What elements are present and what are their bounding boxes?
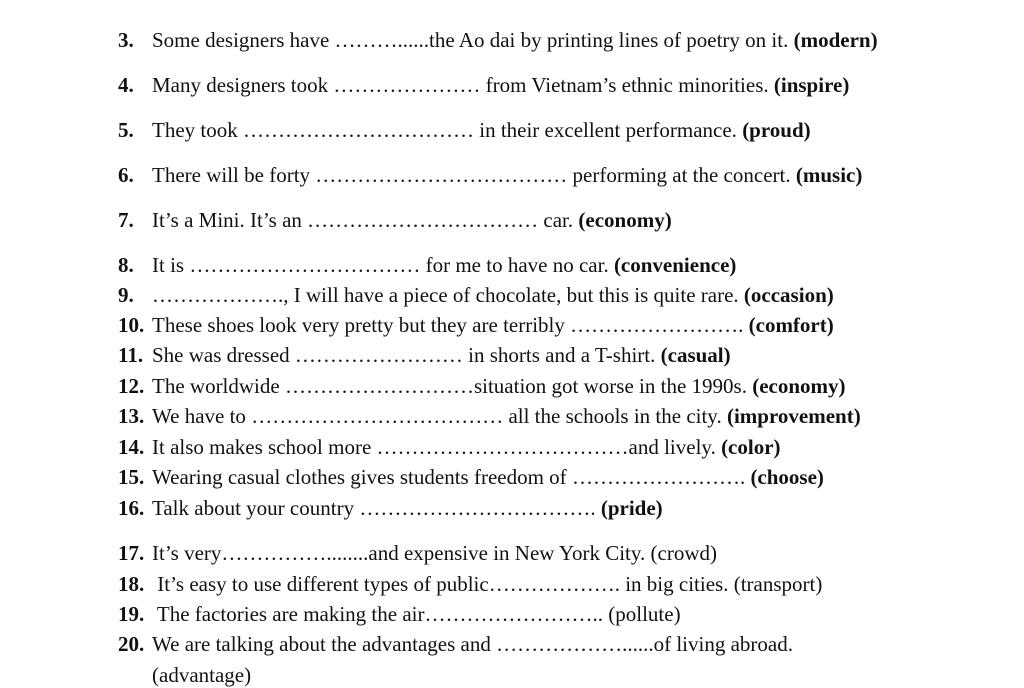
answer-blank[interactable]: ……………………. xyxy=(570,313,744,337)
answer-blank[interactable]: ………………… xyxy=(333,73,481,97)
exercise-item-18 xyxy=(118,572,822,596)
item-text-before: The factories are making the air xyxy=(152,602,425,626)
item-text-before: The worldwide xyxy=(152,374,285,398)
word-hint: (economy) xyxy=(752,374,846,398)
item-number: 20. xyxy=(118,632,145,656)
answer-blank[interactable]: ……………………………… xyxy=(315,163,568,187)
word-hint: (casual) xyxy=(660,343,731,367)
item-text-after: in big cities. xyxy=(619,572,734,596)
item-text-before: We are talking about the advantages and xyxy=(152,632,497,656)
item-number: 16. xyxy=(118,496,145,520)
item-number: 9. xyxy=(118,283,134,307)
exercise-item-13 xyxy=(118,404,861,428)
exercise-item-8 xyxy=(118,253,736,277)
item-number: 19. xyxy=(118,602,145,626)
item-number: 4. xyxy=(118,73,134,97)
word-hint: (pride) xyxy=(600,496,663,520)
word-hint: (comfort) xyxy=(748,313,834,337)
answer-blank[interactable]: …………………………… xyxy=(307,208,539,232)
item-text-after: and lively. xyxy=(628,435,722,459)
exercise-item-14 xyxy=(118,435,781,459)
word-hint: (modern) xyxy=(793,28,878,52)
exercise-item-3 xyxy=(118,28,878,52)
answer-blank[interactable]: ……………………………… xyxy=(251,404,504,428)
item-text-after: of living abroad. xyxy=(653,632,793,656)
item-20-hint-continuation: (advantage) xyxy=(152,663,252,687)
word-hint: (convenience) xyxy=(613,253,737,277)
answer-blank[interactable]: ……………………………… xyxy=(376,435,629,459)
answer-blank[interactable]: ……………........ xyxy=(221,541,369,565)
answer-blank[interactable]: ………………. xyxy=(488,572,620,596)
exercise-item-7 xyxy=(118,208,672,232)
answer-blank[interactable]: …………………………… xyxy=(189,253,421,277)
word-hint: (transport) xyxy=(733,572,823,596)
item-text-before: It also makes school more xyxy=(152,435,377,459)
item-number: 17. xyxy=(118,541,145,565)
item-number: 13. xyxy=(118,404,145,428)
word-hint: (occasion) xyxy=(743,283,834,307)
answer-blank[interactable]: ……………………… xyxy=(284,374,474,398)
word-hint: (economy) xyxy=(578,208,672,232)
item-text-before: Talk about your country xyxy=(152,496,360,520)
exercise-item-4 xyxy=(118,73,849,97)
item-text-before: Many designers took xyxy=(152,73,334,97)
exercise-item-10 xyxy=(118,313,834,337)
item-number: 15. xyxy=(118,465,145,489)
item-text-after: situation got worse in the 1990s. xyxy=(473,374,753,398)
item-text-after: performing at the concert. xyxy=(567,163,796,187)
word-hint: (improvement) xyxy=(726,404,861,428)
item-number: 6. xyxy=(118,163,134,187)
item-number: 5. xyxy=(118,118,134,142)
answer-blank[interactable]: …………………… xyxy=(294,343,463,367)
item-text-after: the Ao dai by printing lines of poetry on it. xyxy=(429,28,794,52)
word-hint: (color) xyxy=(721,435,781,459)
item-text-before: It is xyxy=(152,253,190,277)
item-number: 8. xyxy=(118,253,134,277)
item-text-before: They took xyxy=(152,118,243,142)
item-text-before: There will be forty xyxy=(152,163,316,187)
item-number: 12. xyxy=(118,374,145,398)
exercise-item-15 xyxy=(118,465,824,489)
exercise-item-6 xyxy=(118,163,862,187)
item-number: 10. xyxy=(118,313,145,337)
item-number: 11. xyxy=(118,343,144,367)
item-text-before: It’s a Mini. It’s an xyxy=(152,208,308,232)
answer-blank[interactable]: ……………………………. xyxy=(359,496,596,520)
item-number: 3. xyxy=(118,28,134,52)
exercise-item-9 xyxy=(118,283,834,307)
answer-blank[interactable]: …………………….. xyxy=(424,602,603,626)
item-text-before: Wearing casual clothes gives students freedom of xyxy=(152,465,572,489)
item-text-before: We have to xyxy=(152,404,252,428)
item-text-after: from Vietnam’s ethnic minorities. xyxy=(480,73,774,97)
answer-blank[interactable]: ………………...... xyxy=(496,632,654,656)
item-text-before: She was dressed xyxy=(152,343,295,367)
item-text-before: It’s very xyxy=(152,541,222,565)
word-hint: (crowd) xyxy=(650,541,717,565)
exercise-item-19 xyxy=(118,602,681,626)
answer-blank[interactable]: ………...... xyxy=(334,28,430,52)
answer-blank[interactable]: ………………. xyxy=(152,283,284,307)
exercise-item-20 xyxy=(118,632,793,656)
answer-blank[interactable]: ……………………. xyxy=(571,465,746,489)
exercise-item-11 xyxy=(118,343,731,367)
exercise-item-16 xyxy=(118,496,663,520)
word-hint: (choose) xyxy=(750,465,824,489)
item-number: 18. xyxy=(118,572,145,596)
item-number: 7. xyxy=(118,208,134,232)
item-text-before: Some designers have xyxy=(152,28,335,52)
exercise-item-12 xyxy=(118,374,846,398)
exercise-item-5 xyxy=(118,118,811,142)
word-hint: (pollute) xyxy=(608,602,681,626)
word-hint: (proud) xyxy=(742,118,811,142)
item-text-after: for me to have no car. xyxy=(420,253,614,277)
answer-blank[interactable]: …………………………… xyxy=(242,118,474,142)
word-hint: (inspire) xyxy=(773,73,850,97)
item-text-after: all the schools in the city. xyxy=(503,404,727,428)
item-text-after: and expensive in New York City. xyxy=(368,541,651,565)
item-text-after: in their excellent performance. xyxy=(473,118,743,142)
item-text-before: These shoes look very pretty but they are terribly xyxy=(152,313,571,337)
exercise-item-17 xyxy=(118,541,717,565)
item-text-after: car. xyxy=(538,208,579,232)
item-text-after: in shorts and a T-shirt. xyxy=(462,343,661,367)
item-text-after: , I will have a piece of chocolate, but this is quite rare. xyxy=(283,283,744,307)
word-hint: (music) xyxy=(795,163,863,187)
item-number: 14. xyxy=(118,435,145,459)
item-text-before: It’s easy to use different types of public xyxy=(152,572,489,596)
